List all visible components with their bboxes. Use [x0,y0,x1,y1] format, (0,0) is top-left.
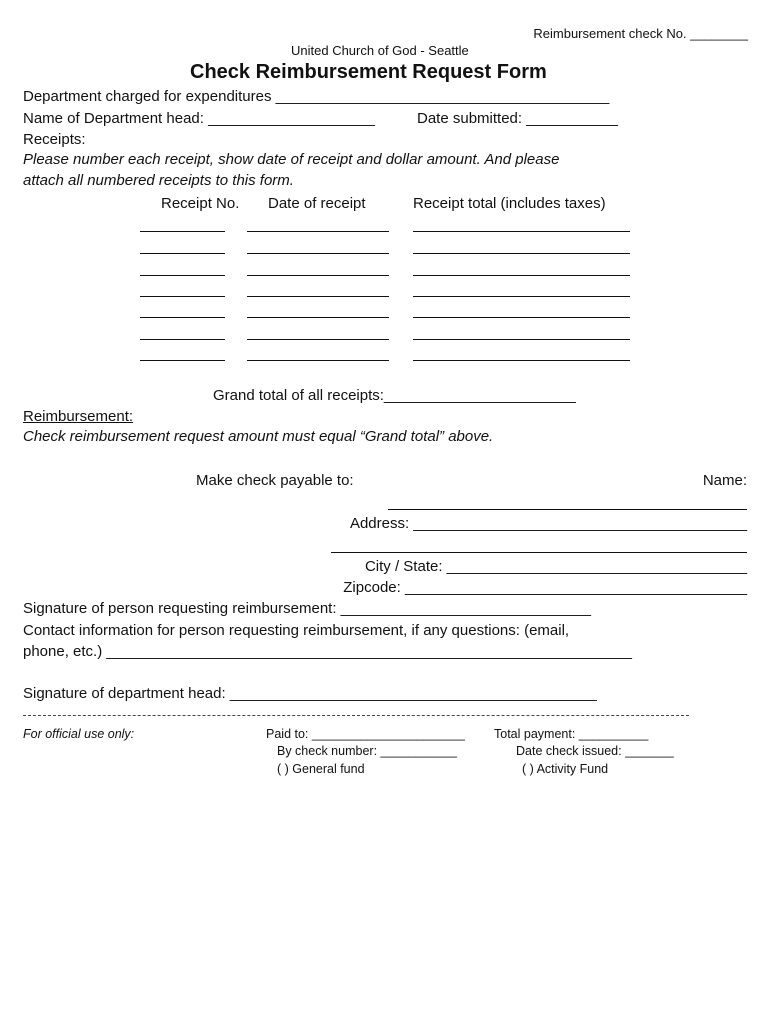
official-use-divider [23,715,689,716]
receipt-total-blank[interactable] [413,360,630,361]
requester-signature-field[interactable]: Signature of person requesting reimbursement: ______________________________ [23,600,591,617]
reimbursement-heading: Reimbursement: [23,408,134,425]
reimbursement-note: Check reimbursement request amount must equal “Grand total” above. [23,428,494,445]
date-of-receipt-header: Date of receipt [268,195,366,212]
receipt-date-blank[interactable] [247,253,389,254]
receipt-total-blank[interactable] [413,317,630,318]
receipt-total-header: Receipt total (includes taxes) [413,195,606,212]
contact-info-field[interactable]: phone, etc.) _______________________________________________________________ [23,643,632,660]
date-submitted-field[interactable]: Date submitted: ___________ [417,110,618,127]
name-blank[interactable] [388,509,747,510]
receipt-total-blank[interactable] [413,339,630,340]
receipt-total-blank[interactable] [413,275,630,276]
receipt-no-blank[interactable] [140,339,225,340]
receipt-date-blank[interactable] [247,275,389,276]
receipt-no-blank[interactable] [140,253,225,254]
receipt-date-blank[interactable] [247,339,389,340]
receipt-total-blank[interactable] [413,231,630,232]
grand-total-field[interactable]: Grand total of all receipts:_______________________ [213,387,576,404]
address-field[interactable]: Address: ________________________________________ [349,515,747,532]
receipt-date-blank[interactable] [247,317,389,318]
zipcode-field[interactable]: Zipcode: _________________________________________ [343,579,747,596]
department-head-signature-field[interactable]: Signature of department head: ____________________________________________ [23,685,597,702]
receipt-no-blank[interactable] [140,317,225,318]
payable-to-label: Make check payable to: [196,472,354,489]
receipt-no-blank[interactable] [140,231,225,232]
receipt-total-blank[interactable] [413,296,630,297]
department-charged-field[interactable]: Department charged for expenditures ________________________________________ [23,88,610,105]
activity-fund-checkbox[interactable]: ( ) Activity Fund [522,762,609,776]
receipt-no-blank[interactable] [140,360,225,361]
form-title: Check Reimbursement Request Form [190,61,547,83]
receipt-date-blank[interactable] [247,231,389,232]
receipts-label: Receipts: [23,131,86,148]
name-label: Name: [702,472,747,489]
check-number-label: Reimbursement check No. ________ [533,26,748,41]
receipt-total-blank[interactable] [413,253,630,254]
department-head-field[interactable]: Name of Department head: ____________________ [23,110,375,127]
receipt-no-header: Receipt No. [161,195,240,212]
general-fund-checkbox[interactable]: ( ) General fund [277,762,365,776]
check-number-field[interactable]: By check number: ___________ [277,744,457,758]
total-payment-field[interactable]: Total payment: __________ [494,727,649,741]
receipt-date-blank[interactable] [247,360,389,361]
city-state-field[interactable]: City / State: ____________________________________ [364,558,747,575]
date-check-issued-field[interactable]: Date check issued: _______ [516,744,674,758]
receipt-no-blank[interactable] [140,275,225,276]
address-second-line-blank[interactable] [331,552,747,553]
receipt-date-blank[interactable] [247,296,389,297]
paid-to-field[interactable]: Paid to: ______________________ [266,727,465,741]
instructions-line-1: Please number each receipt, show date of receipt and dollar amount. And please [23,151,560,168]
receipt-no-blank[interactable] [140,296,225,297]
official-use-label: For official use only: [23,727,135,741]
organization-name: United Church of God - Seattle [291,43,469,58]
contact-info-line-1: Contact information for person requesting reimbursement, if any questions: (email, [23,622,570,639]
instructions-line-2: attach all numbered receipts to this form. [23,172,294,189]
